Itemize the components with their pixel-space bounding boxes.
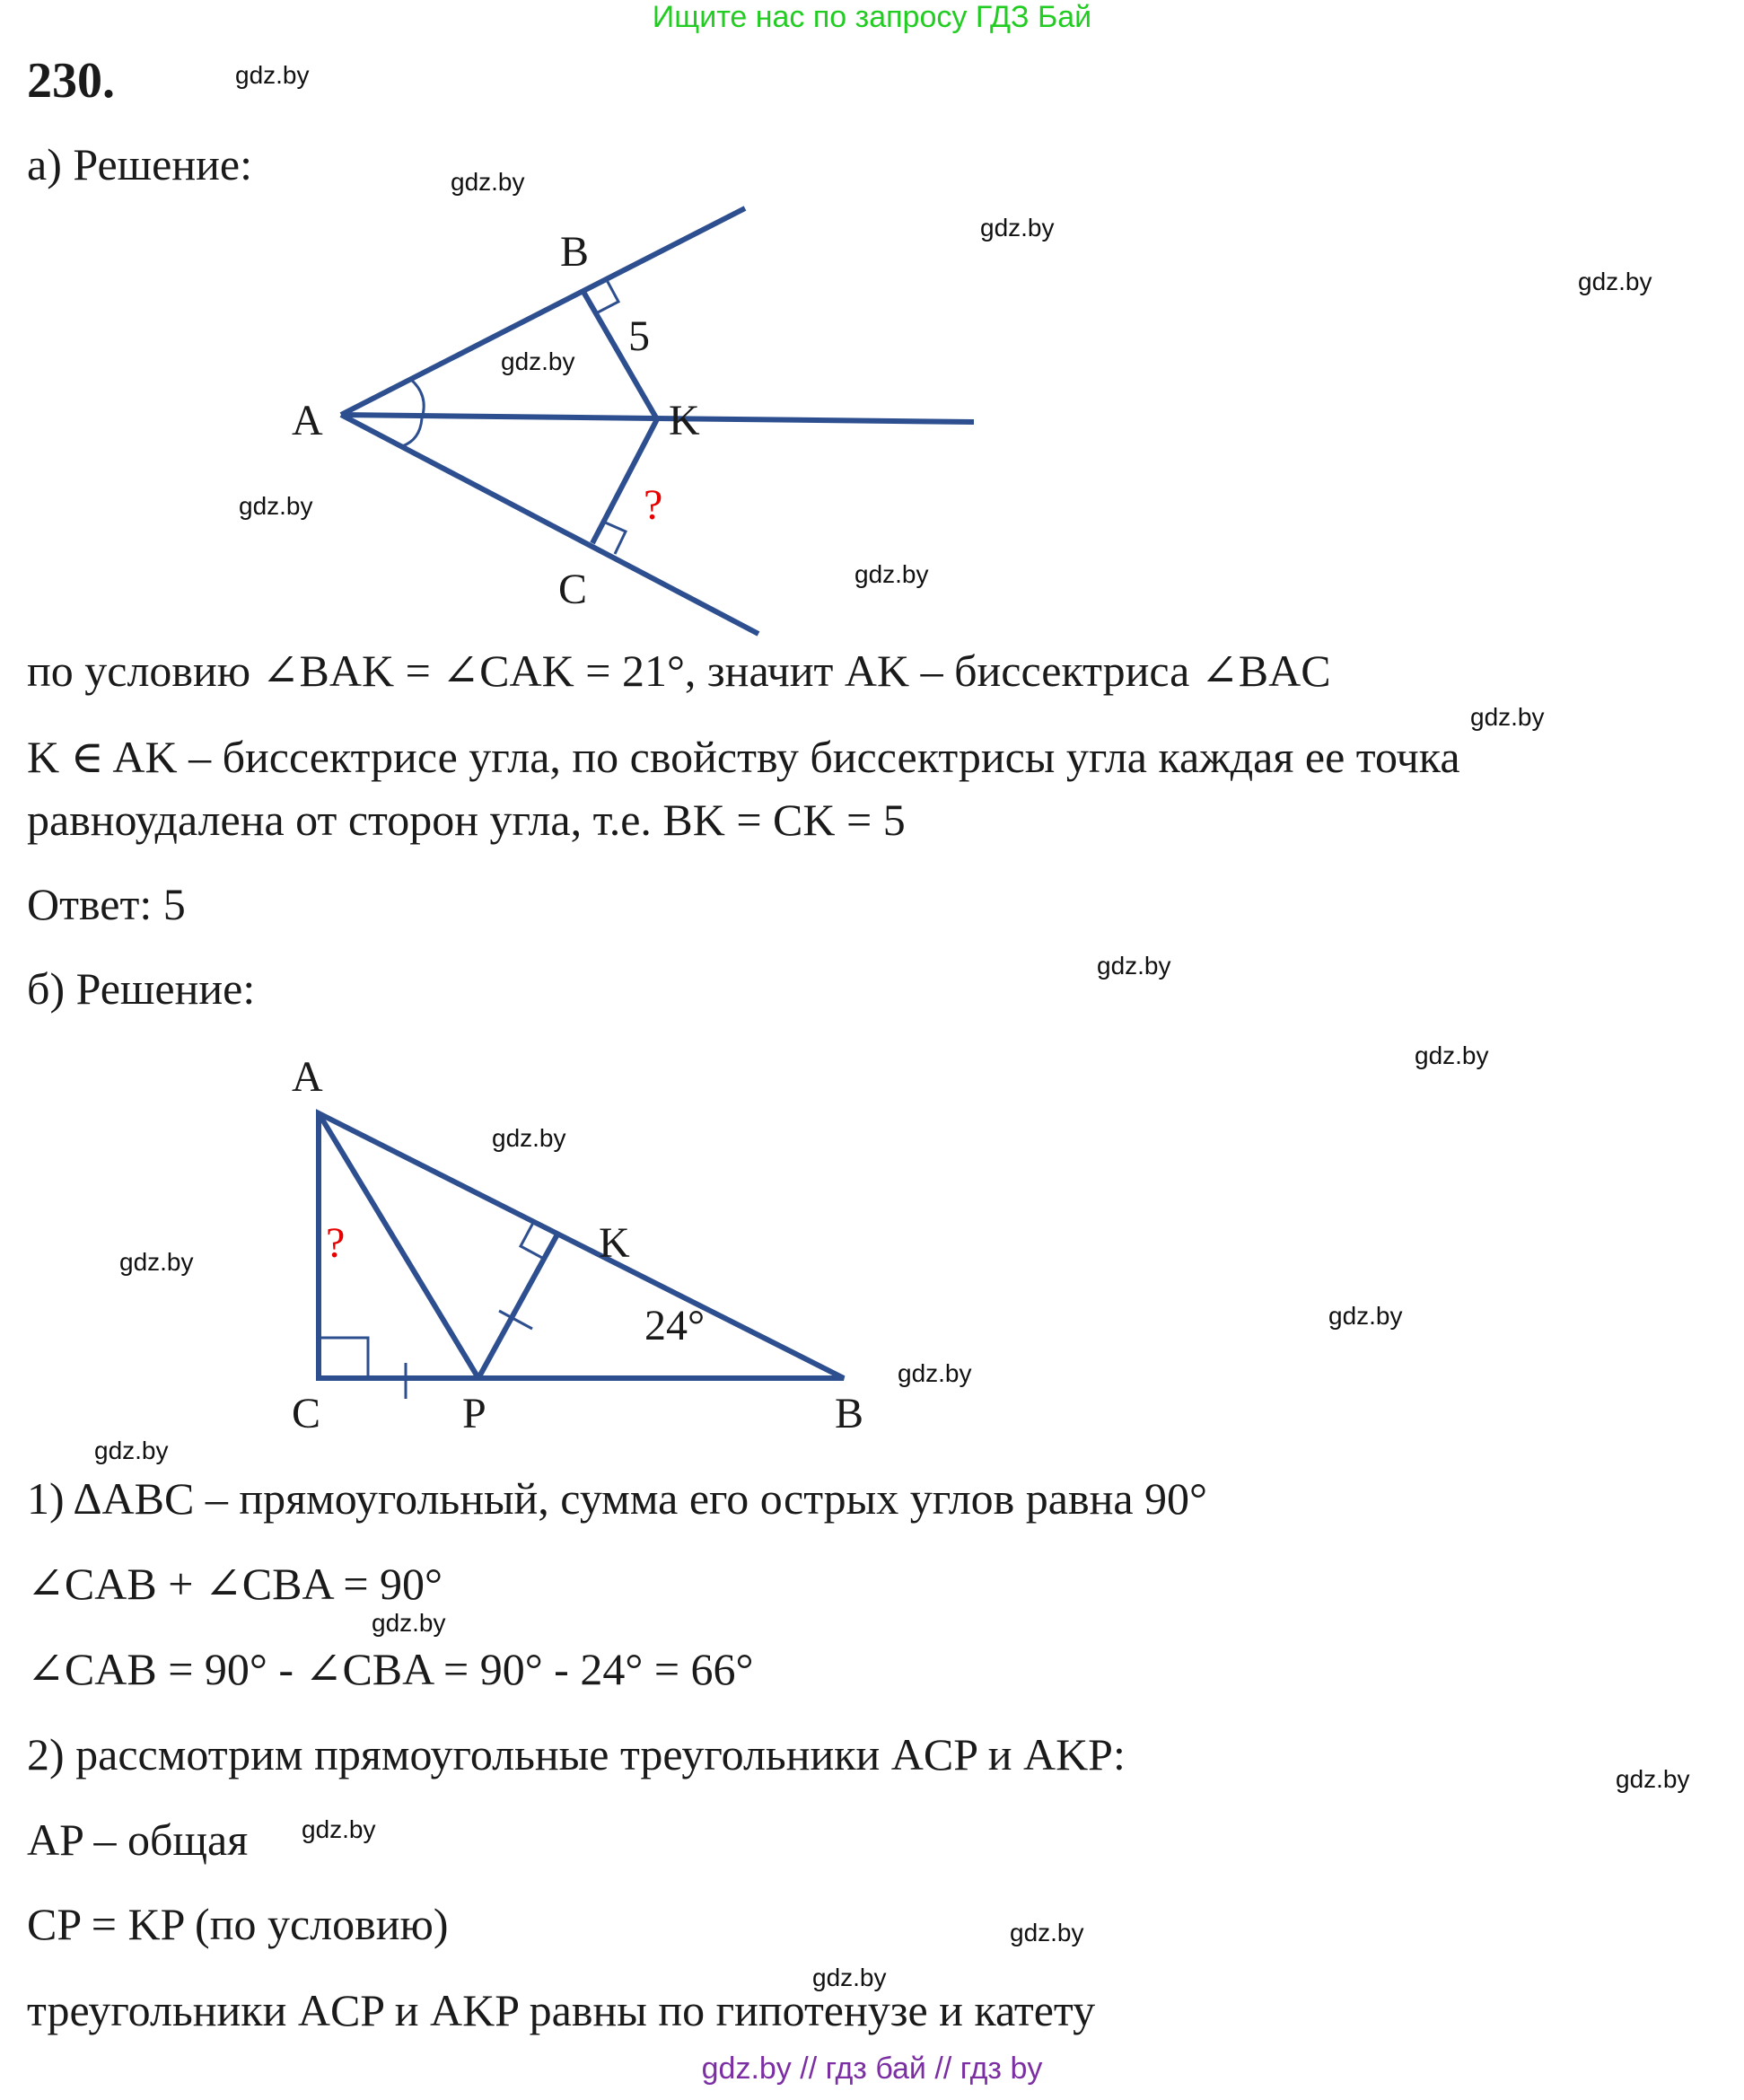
label-a: A [292, 397, 323, 444]
label-c: C [558, 566, 588, 613]
watermark: gdz.by [239, 492, 313, 520]
label-b: B [560, 228, 590, 276]
watermark: gdz.by [1415, 1041, 1489, 1069]
part-b-line-5: AP – общая [27, 1814, 249, 1865]
watermark: gdz.by [1097, 952, 1171, 980]
part-b-heading: б) Решение: [27, 963, 256, 1014]
angle-arc-bak [410, 379, 424, 418]
part-a-heading: а) Решение: [27, 139, 252, 189]
watermark: gdz.by [451, 168, 525, 196]
ray-ac [341, 415, 758, 634]
part-a-line-3: равноудалена от сторон угла, т.е. BK = CK = 5 [27, 795, 906, 845]
ray-ab [341, 208, 745, 415]
part-b-line-6: CP = KP (по условию) [27, 1899, 449, 1949]
problem-number: 230. [27, 53, 115, 109]
part-b-line-2: ∠CAB + ∠CBA = 90° [27, 1559, 443, 1609]
label-c: C [292, 1390, 321, 1437]
part-b-line-4: 2) рассмотрим прямоугольные треугольники ACP и AKP: [27, 1729, 1126, 1779]
part-b-line-3: ∠CAB = 90° - ∠CBA = 90° - 24° = 66° [27, 1644, 754, 1694]
watermark: gdz.by [980, 214, 1055, 242]
label-bk-length: 5 [628, 312, 650, 360]
top-banner: Ищите нас по запросу ГДЗ Бай [652, 0, 1092, 34]
part-a-line-2: K ∈ AK – биссектрисе угла, по свойству биссектрисы угла каждая ее точка [27, 732, 1460, 782]
right-angle-mark-c [319, 1338, 368, 1378]
label-a: A [292, 1053, 323, 1101]
watermark: gdz.by [1616, 1765, 1690, 1793]
figure-angle-bisector [0, 0, 1744, 718]
watermark: gdz.by [812, 1964, 887, 1991]
watermark: gdz.by [119, 1248, 194, 1276]
label-ac-unknown: ? [326, 1219, 346, 1267]
part-b-line-1: 1) ΔABC – прямоугольный, сумма его острых углов равна 90° [27, 1473, 1208, 1524]
label-k: K [599, 1219, 630, 1267]
watermark: gdz.by [492, 1124, 566, 1152]
part-b-line-7: треугольники ACP и AKP равны по гипотенузе и катету [27, 1985, 1096, 2035]
part-a-line-1: по условию ∠BAK = ∠CAK = 21°, значит AK – биссектриса ∠BAC [27, 646, 1331, 696]
watermark: gdz.by [1470, 703, 1545, 731]
figure-right-triangle [0, 1032, 1744, 1454]
watermark: gdz.by [501, 347, 575, 375]
watermark: gdz.by [1578, 268, 1652, 295]
segment-pk [478, 1233, 558, 1378]
watermark: gdz.by [94, 1437, 169, 1464]
watermark: gdz.by [302, 1815, 376, 1843]
watermark: gdz.by [898, 1359, 972, 1387]
label-angle-b: 24° [644, 1302, 705, 1349]
label-ck-unknown: ? [644, 481, 663, 529]
watermark: gdz.by [1328, 1302, 1403, 1330]
angle-arc-cak [402, 418, 422, 446]
footer-links: gdz.by // гдз бай // гдз by [701, 2052, 1043, 2086]
label-b: B [835, 1390, 864, 1437]
watermark: gdz.by [1010, 1919, 1084, 1946]
right-angle-mark-c [603, 522, 626, 554]
label-k: K [669, 397, 700, 444]
watermark: gdz.by [854, 560, 929, 588]
watermark: gdz.by [372, 1609, 446, 1637]
label-p: P [462, 1390, 486, 1437]
part-a-answer: Ответ: 5 [27, 879, 186, 929]
watermark: gdz.by [235, 61, 310, 89]
